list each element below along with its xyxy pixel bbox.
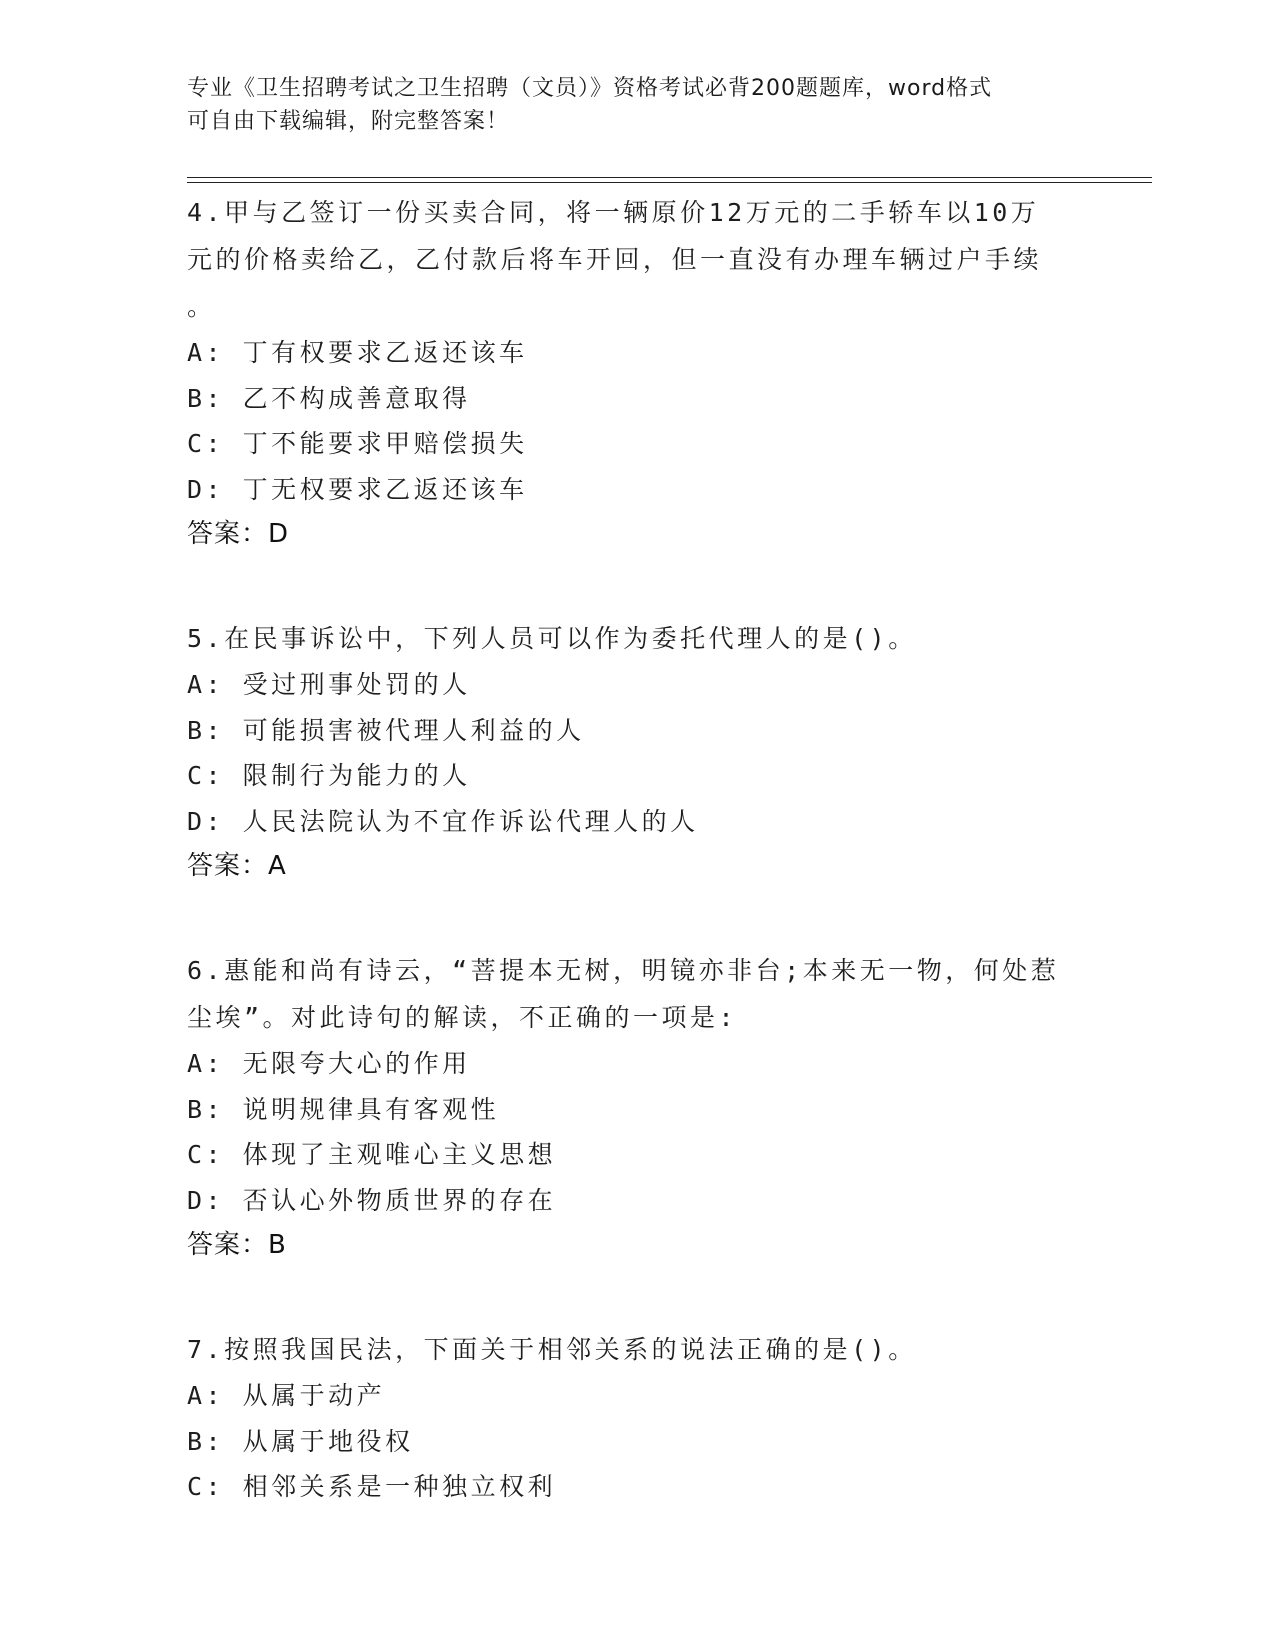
question-list [187, 189, 1087, 1510]
header-line-1: 专业《卫生招聘考试之卫生招聘（文员）》资格考试必背200题题库，word格式 [187, 76, 993, 101]
option-d: D: 丁无权要求乙返还该车 [187, 474, 528, 504]
question-stem-line: 5.在民事诉讼中，下列人员可以作为委托代理人的是()。 [187, 624, 917, 653]
option-b: B: 乙不构成善意取得 [187, 383, 471, 413]
question-stem-line: 6.惠能和尚有诗云，“菩提本无树，明镜亦非台;本来无一物，何处惹 [187, 956, 1060, 985]
option-a: A: 无限夸大心的作用 [187, 1049, 471, 1078]
question-stem-line: 。 [187, 292, 216, 321]
option-c: C: 相邻关系是一种独立权利 [187, 1472, 557, 1501]
option-c: C: 体现了主观唯心主义思想 [187, 1140, 557, 1169]
question-5 [187, 615, 1087, 889]
answer-label: 答案：B [187, 1230, 287, 1260]
option-a: A: 从属于动产 [187, 1381, 386, 1410]
question-stem-line: 7.按照我国民法，下面关于相邻关系的说法正确的是()。 [187, 1335, 917, 1364]
option-d: D: 否认心外物质世界的存在 [187, 1185, 557, 1215]
question-spacer [187, 557, 1087, 615]
option-a: A: 受过刑事处罚的人 [187, 670, 471, 699]
answer-label: 答案：D [187, 519, 290, 549]
answer-label: 答案：A [187, 851, 287, 881]
question-7 [187, 1326, 1087, 1510]
question-spacer [187, 889, 1087, 947]
header-divider-top [187, 177, 1152, 178]
option-b: B: 说明规律具有客观性 [187, 1094, 500, 1124]
header-line-2: 可自由下载编辑，附完整答案！ [187, 109, 510, 134]
option-d: D: 人民法院认为不宜作诉讼代理人的人 [187, 806, 699, 836]
question-spacer [187, 1268, 1087, 1326]
option-b: B: 从属于地役权 [187, 1426, 414, 1456]
header-divider-bottom [187, 182, 1152, 183]
option-c: C: 限制行为能力的人 [187, 761, 471, 790]
option-a: A: 丁有权要求乙返还该车 [187, 338, 528, 367]
document-header [187, 72, 1087, 138]
question-4 [187, 189, 1087, 557]
option-b: B: 可能损害被代理人利益的人 [187, 715, 585, 745]
option-c: C: 丁不能要求甲赔偿损失 [187, 429, 528, 458]
question-stem-line: 4.甲与乙签订一份买卖合同，将一辆原价12万元的二手轿车以10万 [187, 198, 1040, 227]
question-stem-line: 尘埃”。对此诗句的解读，不正确的一项是: [187, 1003, 738, 1032]
question-stem-line: 元的价格卖给乙，乙付款后将车开回，但一直没有办理车辆过户手续 [187, 245, 1043, 274]
question-6 [187, 947, 1087, 1268]
